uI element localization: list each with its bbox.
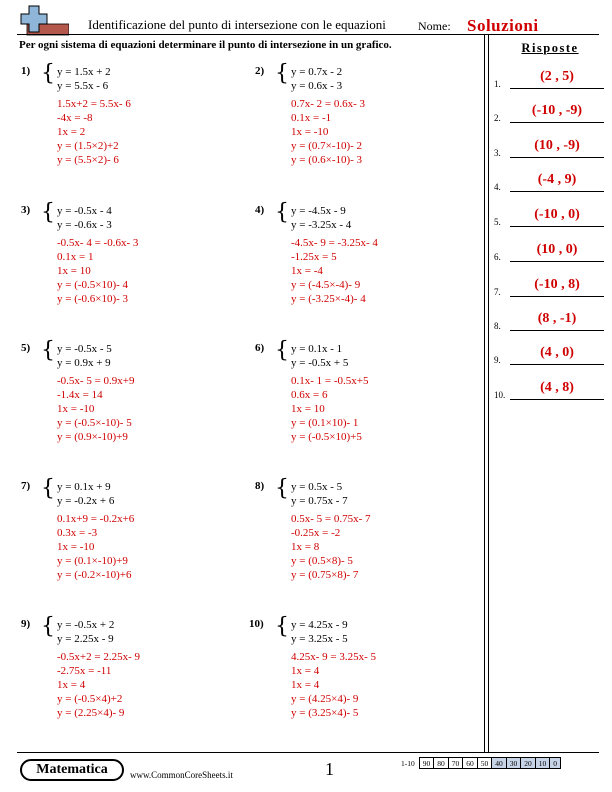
answer-column-divider bbox=[484, 35, 485, 753]
equation-1: y = -4.5x - 9 bbox=[291, 205, 346, 217]
answer-row bbox=[494, 279, 604, 299]
answer-row bbox=[494, 382, 604, 402]
answer-value: (-10 , 8) bbox=[534, 277, 580, 292]
score-cell: 20 bbox=[521, 758, 536, 769]
problem-number: 7) bbox=[21, 480, 31, 492]
solution-step: y = (-0.5×-10)- 5 bbox=[57, 417, 132, 429]
problem-number: 3) bbox=[21, 204, 31, 216]
answer-row bbox=[494, 105, 604, 125]
equation-2: y = -0.2x + 6 bbox=[57, 495, 115, 507]
score-cell: 40 bbox=[492, 758, 507, 769]
equation-2: y = 0.9x + 9 bbox=[57, 357, 111, 369]
answer-line bbox=[510, 226, 604, 227]
answer-value: (-10 , 0) bbox=[534, 207, 580, 222]
system-brace: { bbox=[275, 338, 289, 363]
solution-step: 1x = 10 bbox=[57, 265, 91, 277]
answer-value: (-4 , 9) bbox=[537, 172, 577, 187]
equation-1: y = -0.5x + 2 bbox=[57, 619, 115, 631]
answer-line bbox=[510, 191, 604, 192]
solution-step: 1x = 4 bbox=[291, 679, 320, 691]
system-brace: { bbox=[41, 476, 55, 501]
problem-number: 9) bbox=[21, 618, 31, 630]
score-cell: 1-10 bbox=[401, 758, 415, 768]
answer-line bbox=[510, 296, 604, 297]
score-cell: 30 bbox=[506, 758, 521, 769]
answer-value: (-10 , -9) bbox=[531, 103, 583, 118]
equation-2: y = -0.5x + 5 bbox=[291, 357, 349, 369]
score-cell: 90 bbox=[419, 758, 434, 769]
solution-step: y = (-4.5×-4)- 9 bbox=[291, 279, 361, 291]
answer-row bbox=[494, 313, 604, 333]
equation-1: y = 0.1x + 9 bbox=[57, 481, 111, 493]
problem-8 bbox=[255, 476, 475, 600]
problem-1 bbox=[21, 61, 241, 185]
system-brace: { bbox=[41, 200, 55, 225]
answer-number: 2. bbox=[494, 113, 501, 123]
answer-number: 9. bbox=[494, 355, 501, 365]
solution-step: 0.1x = -1 bbox=[291, 112, 332, 124]
answer-number: 5. bbox=[494, 217, 501, 227]
problem-6 bbox=[255, 338, 475, 462]
equation-2: y = -0.6x - 3 bbox=[57, 219, 112, 231]
answer-value: (10 , -9) bbox=[534, 138, 580, 153]
problem-number: 4) bbox=[255, 204, 265, 216]
answer-value: (4 , 8) bbox=[540, 380, 574, 395]
system-brace: { bbox=[275, 61, 289, 86]
solution-step: y = (0.9×-10)+9 bbox=[57, 431, 128, 443]
problem-2 bbox=[255, 61, 475, 185]
answer-value: (10 , 0) bbox=[536, 242, 578, 257]
solution-step: 1x = -10 bbox=[291, 126, 329, 138]
solution-step: y = (2.25×4)- 9 bbox=[57, 707, 125, 719]
solution-step: -0.25x = -2 bbox=[291, 527, 341, 539]
answer-column-divider bbox=[488, 35, 489, 753]
solution-step: y = (4.25×4)- 9 bbox=[291, 693, 359, 705]
score-cell: 10 bbox=[535, 758, 550, 769]
page-number: 1 bbox=[325, 759, 334, 779]
problem-number: 5) bbox=[21, 342, 31, 354]
score-cell: 70 bbox=[448, 758, 463, 769]
solution-step: y = (0.1×10)- 1 bbox=[291, 417, 359, 429]
answer-number: 4. bbox=[494, 182, 501, 192]
solution-step: y = (5.5×2)- 6 bbox=[57, 154, 119, 166]
problem-number: 2) bbox=[255, 65, 265, 77]
solution-step: 0.1x+9 = -0.2x+6 bbox=[57, 513, 135, 525]
answer-value: (2 , 5) bbox=[540, 69, 574, 84]
answer-line bbox=[510, 399, 604, 400]
solution-step: 1x = 4 bbox=[57, 679, 86, 691]
answer-line bbox=[510, 364, 604, 365]
equation-1: y = -0.5x - 5 bbox=[57, 343, 112, 355]
solution-step: y = (-3.25×-4)- 4 bbox=[291, 293, 366, 305]
problem-number: 8) bbox=[255, 480, 265, 492]
name-label: Nome: bbox=[418, 19, 451, 33]
solution-step: 1x = 4 bbox=[291, 665, 320, 677]
equation-2: y = 5.5x - 6 bbox=[57, 80, 109, 92]
answer-row bbox=[494, 347, 604, 367]
problem-5 bbox=[21, 338, 241, 462]
solution-step: y = (-0.5×10)- 4 bbox=[57, 279, 129, 291]
solution-step: 1x = -10 bbox=[57, 403, 95, 415]
answer-number: 8. bbox=[494, 321, 501, 331]
system-brace: { bbox=[41, 614, 55, 639]
solution-step: 1x = -10 bbox=[57, 541, 95, 553]
solution-step: 0.3x = -3 bbox=[57, 527, 98, 539]
page-title: Identificazione del punto di intersezione con le equazioni bbox=[88, 17, 386, 32]
solution-step: 1x = -4 bbox=[291, 265, 323, 277]
solution-step: y = (1.5×2)+2 bbox=[57, 140, 119, 152]
brand-badge: Matematica bbox=[20, 759, 124, 781]
solution-step: 0.6x = 6 bbox=[291, 389, 328, 401]
equation-2: y = 0.75x - 7 bbox=[291, 495, 348, 507]
solution-step: y = (-0.5×10)+5 bbox=[291, 431, 362, 443]
solution-step: 0.7x- 2 = 0.6x- 3 bbox=[291, 98, 366, 110]
answer-line bbox=[510, 88, 604, 89]
footer-divider bbox=[17, 752, 599, 753]
solution-step: -0.5x- 5 = 0.9x+9 bbox=[57, 375, 135, 387]
score-cell: 60 bbox=[463, 758, 478, 769]
answer-row bbox=[494, 244, 604, 264]
equation-1: y = 0.5x - 5 bbox=[291, 481, 343, 493]
problem-4 bbox=[255, 200, 475, 324]
solution-step: -0.5x- 4 = -0.6x- 3 bbox=[57, 237, 139, 249]
solution-step: 0.1x- 1 = -0.5x+5 bbox=[291, 375, 369, 387]
problem-7 bbox=[21, 476, 241, 600]
solution-step: y = (-0.5×4)+2 bbox=[57, 693, 123, 705]
score-cell: 80 bbox=[434, 758, 449, 769]
system-brace: { bbox=[275, 476, 289, 501]
solution-step: 1.5x+2 = 5.5x- 6 bbox=[57, 98, 131, 110]
answer-number: 10. bbox=[494, 390, 506, 400]
solution-step: y = (0.5×8)- 5 bbox=[291, 555, 353, 567]
equation-2: y = -3.25x - 4 bbox=[291, 219, 352, 231]
answer-line bbox=[510, 157, 604, 158]
score-cell: 0 bbox=[550, 758, 561, 769]
solution-step: y = (0.6×-10)- 3 bbox=[291, 154, 363, 166]
equation-1: y = 0.1x - 1 bbox=[291, 343, 343, 355]
equation-1: y = 4.25x - 9 bbox=[291, 619, 348, 631]
answer-row bbox=[494, 209, 604, 229]
answer-row bbox=[494, 174, 604, 194]
solution-step: 0.1x = 1 bbox=[57, 251, 94, 263]
solution-step: y = (3.25×4)- 5 bbox=[291, 707, 359, 719]
equation-2: y = 2.25x - 9 bbox=[57, 633, 114, 645]
solution-step: 1x = 8 bbox=[291, 541, 320, 553]
system-brace: { bbox=[41, 61, 55, 86]
answer-number: 3. bbox=[494, 148, 501, 158]
solution-step: 0.5x- 5 = 0.75x- 7 bbox=[291, 513, 371, 525]
plus-icon bbox=[17, 5, 69, 37]
problem-number: 1) bbox=[21, 65, 31, 77]
solution-step: -1.25x = 5 bbox=[291, 251, 337, 263]
solution-step: -4x = -8 bbox=[57, 112, 93, 124]
answer-value: (4 , 0) bbox=[540, 345, 574, 360]
answer-number: 7. bbox=[494, 287, 501, 297]
answers-title: Risposte bbox=[521, 41, 579, 55]
answer-value: (8 , -1) bbox=[537, 311, 577, 326]
problem-10 bbox=[249, 614, 469, 738]
header-divider bbox=[17, 34, 599, 35]
problem-3 bbox=[21, 200, 241, 324]
equation-1: y = 1.5x + 2 bbox=[57, 66, 111, 78]
answer-row bbox=[494, 140, 604, 160]
problem-9 bbox=[21, 614, 241, 738]
equation-2: y = 3.25x - 5 bbox=[291, 633, 348, 645]
equation-1: y = 0.7x - 2 bbox=[291, 66, 343, 78]
instructions: Per ogni sistema di equazioni determinare il punto di intersezione in un grafico. bbox=[19, 39, 392, 51]
solution-step: -0.5x+2 = 2.25x- 9 bbox=[57, 651, 140, 663]
score-table bbox=[398, 757, 561, 769]
problem-number: 10) bbox=[249, 618, 264, 630]
solution-step: y = (-0.6×10)- 3 bbox=[57, 293, 129, 305]
equation-2: y = 0.6x - 3 bbox=[291, 80, 343, 92]
solution-step: -1.4x = 14 bbox=[57, 389, 103, 401]
answer-number: 1. bbox=[494, 79, 501, 89]
site-url: www.CommonCoreSheets.it bbox=[130, 770, 233, 780]
solution-step: y = (0.1×-10)+9 bbox=[57, 555, 128, 567]
score-cell: 50 bbox=[477, 758, 492, 769]
answer-row bbox=[494, 71, 604, 91]
equation-1: y = -0.5x - 4 bbox=[57, 205, 112, 217]
solution-step: y = (0.7×-10)- 2 bbox=[291, 140, 363, 152]
answer-line bbox=[510, 330, 604, 331]
answer-line bbox=[510, 122, 604, 123]
system-brace: { bbox=[275, 614, 289, 639]
answer-number: 6. bbox=[494, 252, 501, 262]
solution-step: -4.5x- 9 = -3.25x- 4 bbox=[291, 237, 378, 249]
system-brace: { bbox=[275, 200, 289, 225]
solutions-label: Soluzioni bbox=[467, 16, 539, 35]
solution-step: 4.25x- 9 = 3.25x- 5 bbox=[291, 651, 377, 663]
solution-step: 1x = 2 bbox=[57, 126, 86, 138]
problem-number: 6) bbox=[255, 342, 265, 354]
system-brace: { bbox=[41, 338, 55, 363]
solution-step: y = (0.75×8)- 7 bbox=[291, 569, 359, 581]
solution-step: y = (-0.2×-10)+6 bbox=[57, 569, 132, 581]
solution-step: -2.75x = -11 bbox=[57, 665, 112, 677]
answer-line bbox=[510, 261, 604, 262]
solution-step: 1x = 10 bbox=[291, 403, 325, 415]
